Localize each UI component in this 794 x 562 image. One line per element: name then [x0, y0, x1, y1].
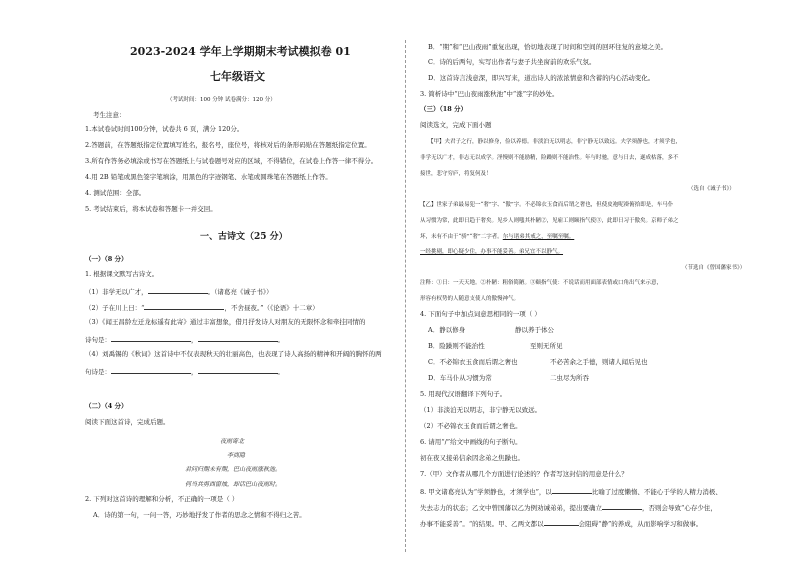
question-1-4: （4）刘禹锡的《秋词》这首诗中不仅表现秋天的壮丽高色，也表现了诗人高扬的精神和开阔的胸怀的两	[85, 350, 382, 358]
question-4-option-c: C．不必锦衣玉食而后谓之奢也	[428, 358, 518, 366]
right-column	[420, 0, 760, 562]
poem-line-1: 君问归期未有期，巴山夜雨涨秋池。	[185, 466, 282, 473]
poem-author: 李商隐	[227, 452, 246, 459]
exam-info: （考试时间：100 分钟 试卷满分：120 分）	[167, 97, 276, 103]
column-divider	[405, 40, 406, 552]
part-heading-1: （一）（8 分）	[85, 255, 128, 263]
question-1-4-answer: 句诗是： ， 。	[85, 368, 284, 376]
passage-jia-line-3: 接世，悲守穷庐，将复何及！	[420, 171, 492, 177]
question-1-3-answer: 诗句是： ， 。	[85, 336, 284, 344]
answer-blank[interactable]	[144, 302, 224, 310]
notice-title: 考生注意：	[93, 111, 126, 119]
question-8-line-1: 8. 甲文诸葛亮认为“学须静也，才须学也”，以 比喻了过度懒惰、不能心于学的人精力消极、	[420, 488, 722, 496]
question-4-option-c-pair: 不必苦余之手德，则诸人闻后见也	[550, 358, 648, 366]
passage-yi-line-3: 坏，未有不由于“骄”“奢”二字者。尔与诸弟其戒之，至嘱至嘱。	[420, 234, 575, 240]
question-4-option-d: D．车马仆从习惯为常	[428, 374, 492, 382]
notice-5: 4. 测试范围：全部。	[85, 189, 146, 197]
answer-blank[interactable]	[602, 502, 642, 510]
question-8-line-3: 办事不能妥善”。“的结果。甲、乙两文都以 会阻碍“静”的养成，从而影响学习和做事。	[420, 520, 703, 528]
part-heading-3: （三）（18 分）	[420, 105, 468, 113]
question-2-option-b: B．“期”和“巴山夜雨”重复出现，恰切地表现了时间和空间的回环往复的意境之美。	[428, 43, 668, 51]
answer-blank[interactable]	[198, 366, 278, 374]
notice-4: 4.用 2B 铅笔或黑色签字笔填涂，用黑色的字迹钢笔、水笔或圆珠笔在答题纸上作答。	[85, 173, 332, 181]
part-3-intro: 阅读选文，完成下面小题	[420, 121, 492, 129]
question-1-3: （3）《闻王昌龄左迁龙标遥有此寄》通过丰富想象，借月抒发诗人对朋友的无限怀念和牵挂同情的	[85, 318, 366, 326]
question-6-sentence: 初在夜又接弟信余因念弟之焦躁也。	[420, 454, 524, 462]
notice-6: 5. 考试结束后，将本试卷和答题卡一并交回。	[85, 205, 217, 213]
question-5-1: （1）非淡泊无以明志，非宁静无以致远。	[420, 406, 542, 414]
part-2-intro: 阅读下面这首诗，完成后题。	[85, 418, 170, 426]
question-2: 2. 下列对这首诗的理解和分析，不正确的一项是（ ）	[85, 495, 239, 503]
question-3: 3. 简析诗中“巴山夜雨涨秋池”中“涨”字的妙处。	[420, 90, 559, 98]
passage-yi-source: （节选自《曾国藩家书》）	[682, 265, 746, 271]
answer-blank[interactable]	[552, 486, 592, 494]
poem-title: 夜雨寄北	[220, 438, 245, 445]
question-5-2: （2）不必锦衣玉食而后谓之奢也。	[420, 422, 522, 430]
passage-yi-line-1: 【乙】世家子弟最易犯一“奢”字、“傲”字。不必锦衣玉食而后谓之奢也，但使皮袍呢褂俯拾即是，车马仆	[420, 202, 674, 208]
answer-blank[interactable]	[111, 366, 191, 374]
question-4-option-a-pair: 静以养于体公	[515, 326, 554, 334]
part-heading-2: （二）（4 分）	[85, 402, 128, 410]
question-2-option-d: D．这首诗言浅意深，即兴写来，道出诗人的浓浓情意和含蓄的内心活动变化。	[428, 74, 655, 82]
passage-jia-source: （选自《诫子书》）	[688, 186, 735, 192]
question-1-2: （2）子在川上曰：“ ，不舍昼夜。”（《论语》十二章）	[85, 304, 319, 312]
question-1-1: （1）非学无以广才， 。（诸葛亮《诫子书》）	[85, 288, 273, 296]
answer-blank[interactable]	[111, 334, 191, 342]
question-1: 1. 根据课文默写古诗文。	[85, 270, 159, 278]
exam-subtitle: 七年级语文	[210, 70, 265, 83]
left-column	[85, 0, 395, 562]
question-8-line-2: 失去志力的状态；乙文中曾国藩以乙为例劝诫弟弟，提出要确立 ，否则会导致“心存少住，	[420, 504, 717, 512]
question-4-option-b-pair: 至则无所见	[530, 342, 563, 350]
question-5: 5. 用现代汉语翻译下列句子。	[420, 390, 507, 398]
question-4-option-d-pair: 二虫尽为所吞	[550, 374, 589, 382]
notice-3: 3.所有作答务必填涂或书写在答题纸上与试卷题号对应的区域，不得错位，在试卷上作答一律不得分。	[85, 157, 378, 165]
passage-jia-line-1: 【甲】夫君子之行，静以修身，俭以养德。非淡泊无以明志，非宁静无以致远。夫学须静也，才须学也，	[428, 139, 682, 145]
underlined-sentence: 尔与诸弟其戒之，至嘱至嘱。	[502, 234, 575, 240]
answer-blank[interactable]	[148, 286, 208, 294]
notice-2: 2.答题前，在答题纸指定位置填写姓名，报名号，座位号，将核对后的条形码贴在答题纸指定位置。	[85, 141, 371, 149]
question-4-option-a: A．静以修身	[428, 326, 466, 334]
section-heading: 一、古诗文（25 分）	[200, 232, 288, 242]
question-2-option-c: C．诗的后两句，实写出作者与妻子共坐窗前的欢乐气氛。	[428, 58, 596, 66]
answer-blank[interactable]	[544, 518, 579, 526]
question-4-option-b: B．险躁则不能治性	[428, 342, 485, 350]
passage-jia-line-2: 非学无以广才，非志无以成学。淫慢则不能励精，险躁则不能治性。年与时驰，意与日去，遂成枯落，多不	[420, 155, 679, 161]
notice-1: 1.本试卷试时间100分钟，试卷共 6 页，满分 120分。	[85, 125, 244, 133]
answer-blank[interactable]	[198, 334, 278, 342]
poem-line-2: 何当共剪西窗烛，却话巴山夜雨时。	[185, 481, 282, 488]
question-7: 7.（甲）文作者从哪几个方面进行论述的？作者写这封信的用意是什么？	[420, 470, 628, 478]
question-6: 6. 请用“/”给文中画线的句子断句。	[420, 438, 522, 446]
exam-title: 2023-2024 学年上学期期末考试模拟卷 01	[130, 45, 351, 58]
question-4: 4. 下面句子中加点词意思相同的一项（ ）	[420, 310, 541, 318]
passage-yi-line-4: 一经挑剔，即心疑少住，办事不能妥善。弟兄宜不以静气。	[420, 249, 564, 255]
question-2-option-a: A．诗的第一句，一问一答，巧妙地抒发了作者的思念之情和不得归之苦。	[93, 511, 306, 519]
notes-line-1: 注释：①日：一天天地。②朴陋：粗俗简陋。③颐指气使：不说话而用面部表情或口角出气来示意，	[420, 280, 663, 286]
passage-yi-line-2: 从习惯为常，此即日趋于奢矣。见乡人则嗤其朴陋②，见雇工则颐指气使③，此即日习于傲矣。京师子弟之	[420, 218, 679, 224]
notes-line-2: 形容有权势的人随意支使人的傲慢神气。	[420, 296, 520, 302]
